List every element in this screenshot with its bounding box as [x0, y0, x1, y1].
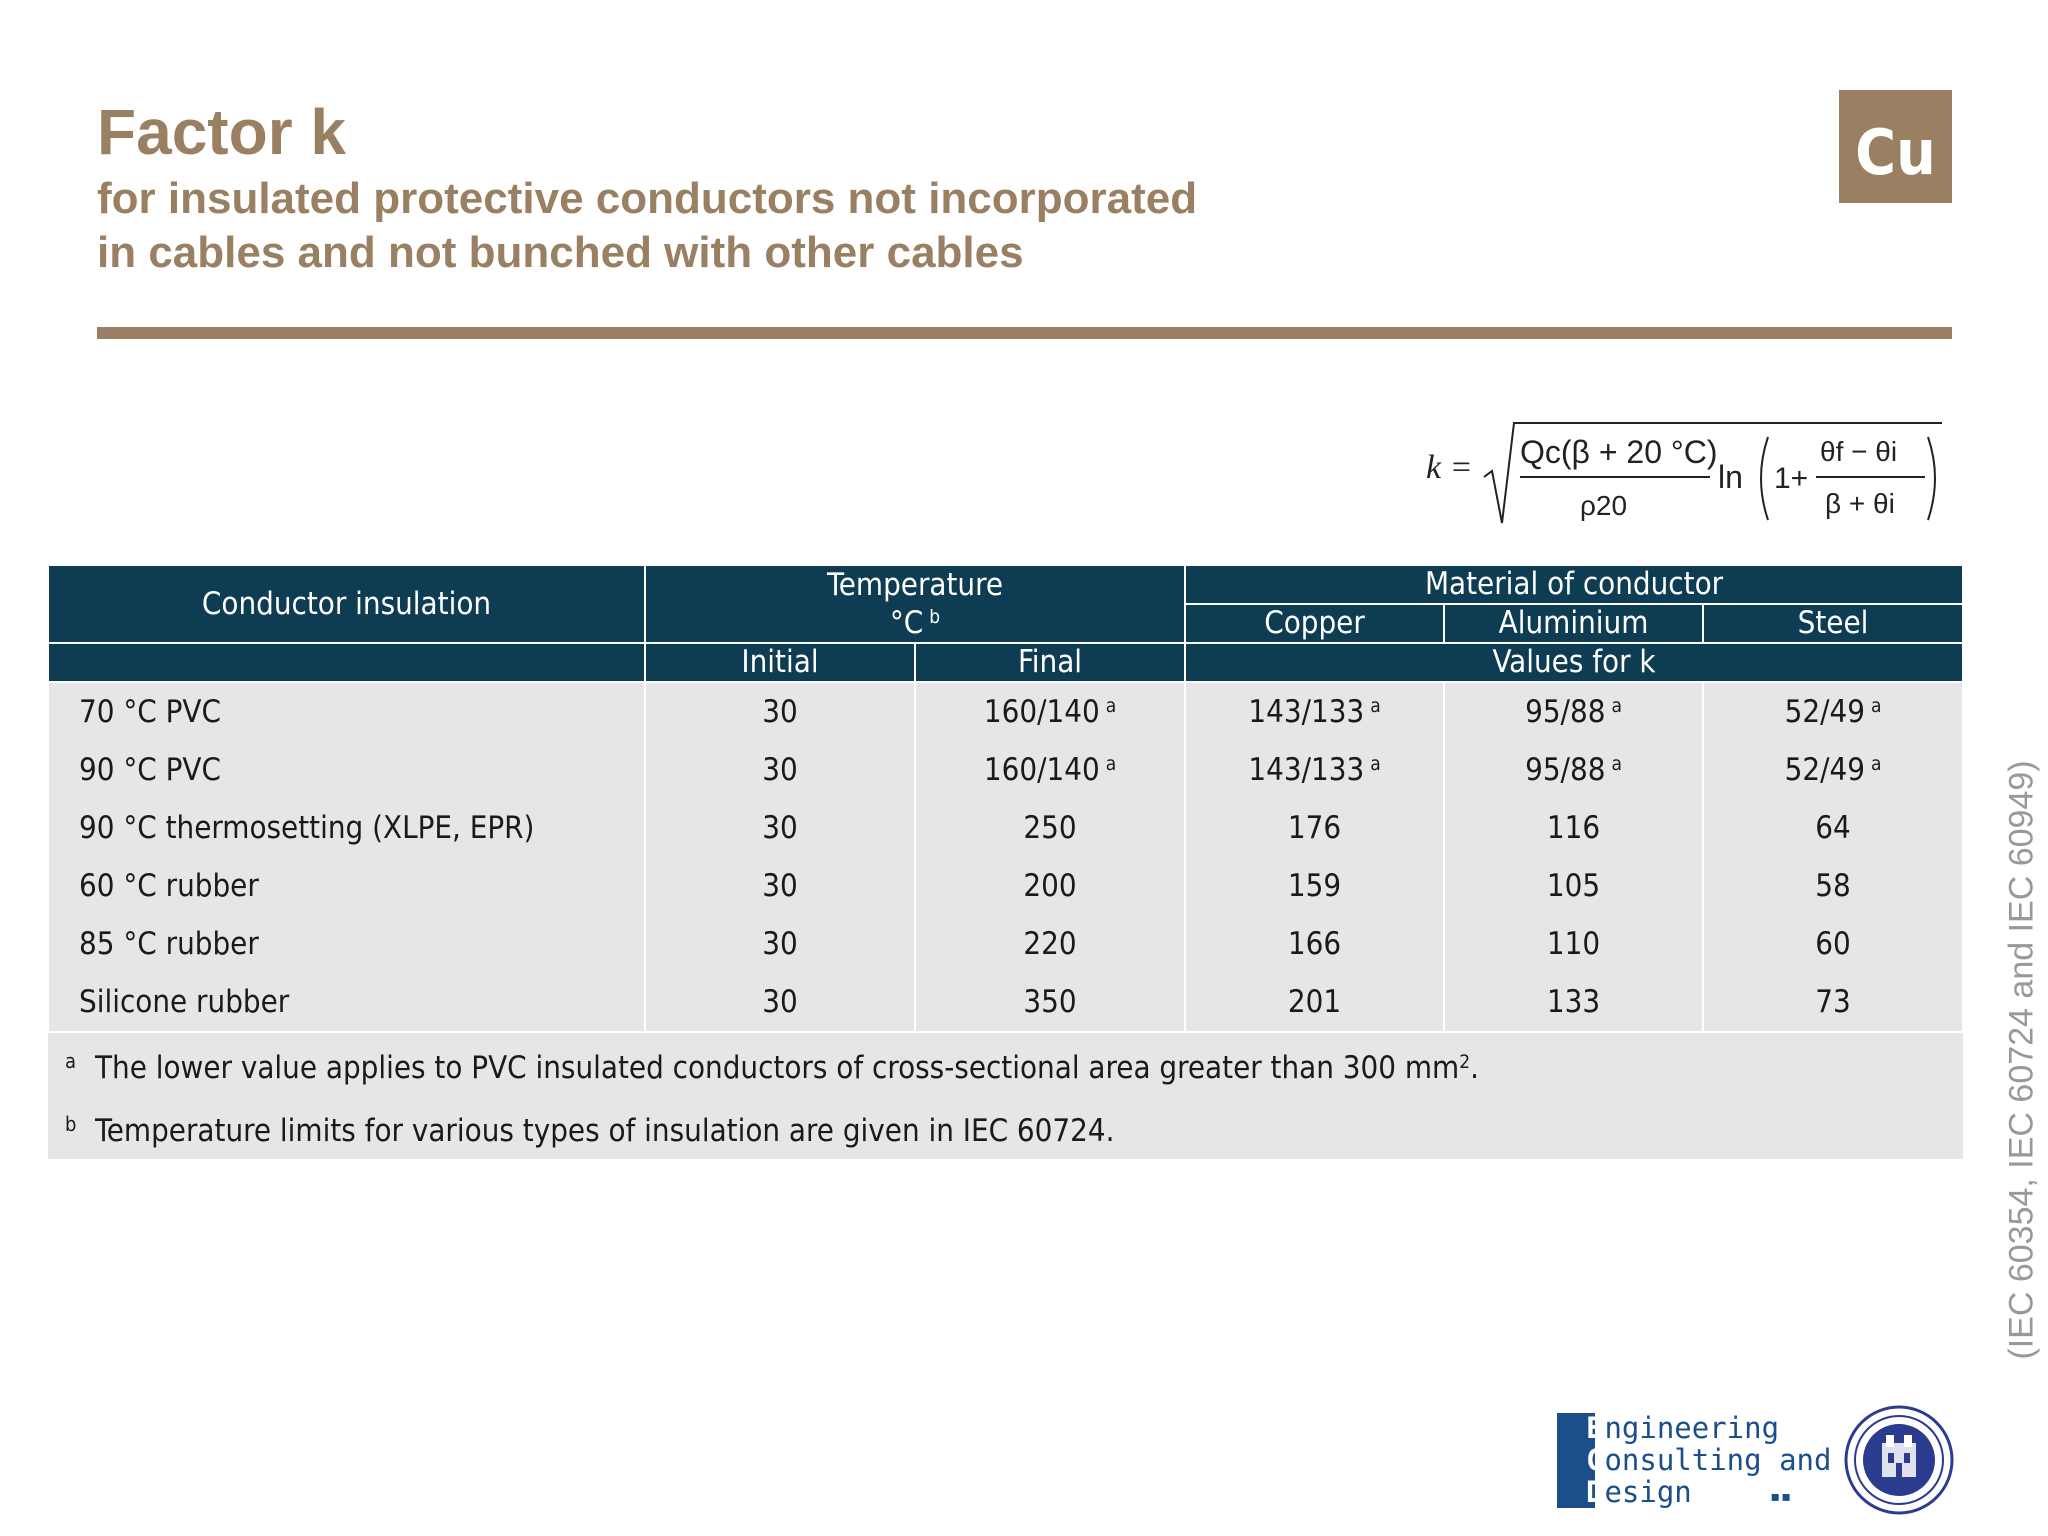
cell-initial: 30	[645, 682, 915, 741]
formula-inner-denominator: β + θi	[1825, 488, 1895, 519]
slide-subtitle	[97, 172, 1197, 280]
cell-steel: 52/49 $^a$	[1703, 741, 1963, 799]
header-values-for-k: Values for k	[1185, 643, 1963, 682]
cell-aluminium: 105	[1444, 857, 1703, 915]
table-row	[48, 973, 1963, 1032]
standards-reference: (IEC 60354, IEC 60724 and IEC 60949)	[2002, 760, 2041, 1360]
table-row	[48, 915, 1963, 973]
cell-steel: 52/49 $^a$	[1703, 682, 1963, 741]
cell-initial: 30	[645, 915, 915, 973]
k-formula	[1420, 415, 1950, 530]
header-conductor-insulation: Conductor insulation	[48, 565, 645, 643]
table-row	[48, 799, 1963, 857]
footnote-row	[48, 1096, 1963, 1159]
cell-steel: 64	[1703, 799, 1963, 857]
cell-initial: 30	[645, 799, 915, 857]
cell-aluminium: 95/88 $^a$	[1444, 741, 1703, 799]
header-material: Material of conductor	[1185, 565, 1963, 604]
university-seal-icon	[1844, 1405, 1954, 1515]
header-aluminium: Aluminium	[1444, 604, 1703, 643]
subtitle-line-2: in cables and not bunched with other cables	[97, 228, 1024, 277]
cell-copper: 159	[1185, 857, 1444, 915]
ecd-logo: Engineering Consulting and Design ▪▪	[1557, 1413, 1817, 1508]
cell-steel: 58	[1703, 857, 1963, 915]
cell-copper: 176	[1185, 799, 1444, 857]
cell-copper: 143/133 $^a$	[1185, 741, 1444, 799]
cell-initial: 30	[645, 973, 915, 1032]
header-temperature: Temperature °C $^b$	[645, 565, 1185, 643]
cell-insulation: 90 °C PVC	[48, 741, 645, 799]
cell-initial: 30	[645, 857, 915, 915]
svg-text:1+: 1+	[1774, 462, 1809, 495]
slide-title: Factor k	[97, 96, 346, 168]
cell-aluminium: 110	[1444, 915, 1703, 973]
table-row	[48, 682, 1963, 741]
footnote-b: b Temperature limits for various types of insulation are given in IEC 60724.	[48, 1096, 1963, 1159]
header-copper: Copper	[1185, 604, 1444, 643]
cell-steel: 73	[1703, 973, 1963, 1032]
header-steel: Steel	[1703, 604, 1963, 643]
formula-ln: ln	[1718, 459, 1743, 495]
header-initial: Initial	[645, 643, 915, 682]
formula-inner-numerator: θf − θi	[1820, 436, 1898, 467]
subtitle-line-1: for insulated protective conductors not incorporated	[97, 174, 1198, 223]
k-values-table	[47, 564, 1964, 1159]
cell-final: 250	[915, 799, 1185, 857]
cell-insulation: 85 °C rubber	[48, 915, 645, 973]
cell-copper: 143/133 $^a$	[1185, 682, 1444, 741]
cell-aluminium: 116	[1444, 799, 1703, 857]
footnote-a: a The lower value applies to PVC insulated conductors of cross-sectional area greater than 300 $mm^2$.	[48, 1032, 1963, 1096]
cell-copper: 166	[1185, 915, 1444, 973]
cell-final: 160/140 $^a$	[915, 741, 1185, 799]
formula-numerator: Qc(β + 20 °C)	[1520, 434, 1718, 470]
cell-aluminium: 133	[1444, 973, 1703, 1032]
cell-insulation: 90 °C thermosetting (XLPE, EPR)	[48, 799, 645, 857]
cell-copper: 201	[1185, 973, 1444, 1032]
copper-badge: Cu	[1839, 90, 1952, 203]
cell-insulation: 70 °C PVC	[48, 682, 645, 741]
formula-denominator: ρ20	[1580, 490, 1628, 521]
cell-initial: 30	[645, 741, 915, 799]
table-row	[48, 741, 1963, 799]
footnote-row	[48, 1032, 1963, 1096]
cell-final: 350	[915, 973, 1185, 1032]
table-row	[48, 857, 1963, 915]
cell-steel: 60	[1703, 915, 1963, 973]
cell-final: 160/140 $^a$	[915, 682, 1185, 741]
cell-insulation: Silicone rubber	[48, 973, 645, 1032]
cell-final: 200	[915, 857, 1185, 915]
formula-lhs: k =	[1426, 449, 1473, 486]
cell-final: 220	[915, 915, 1185, 973]
cell-aluminium: 95/88 $^a$	[1444, 682, 1703, 741]
header-final: Final	[915, 643, 1185, 682]
title-divider	[97, 327, 1952, 339]
cell-insulation: 60 °C rubber	[48, 857, 645, 915]
